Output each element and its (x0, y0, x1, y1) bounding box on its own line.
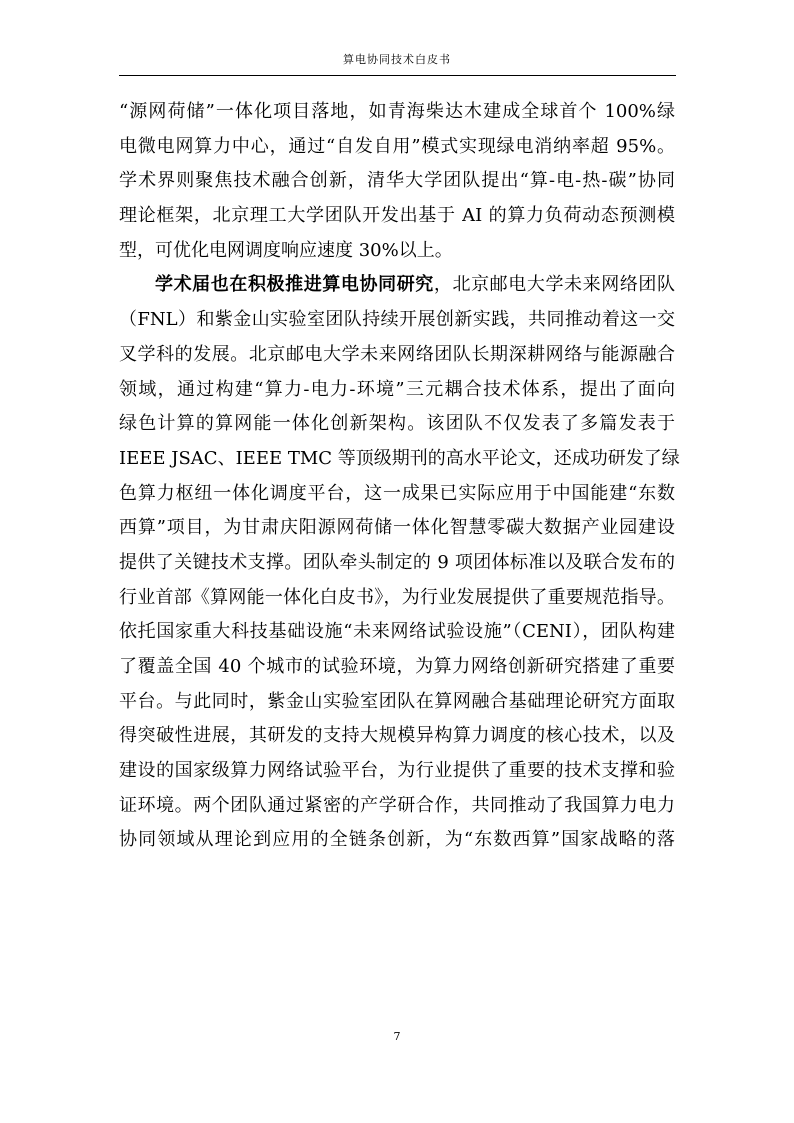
text-line: 型，可优化电网调度响应速度 30%以上。 (119, 239, 453, 261)
header-divider (119, 75, 676, 76)
text-line: 了覆盖全国 40 个城市的试验环境，为算力网络创新研究搭建了重要 (119, 656, 675, 677)
text-line: 平台。与此同时，紫金山实验室团队在算网融合基础理论研究方面取 (119, 690, 675, 712)
body-text (119, 95, 680, 858)
bold-lead-phrase: 学术届也在积极推进算电协同研究 (155, 274, 434, 296)
text-line: 协同领域从理论到应用的全链条创新，为“东数西算”国家战略的落 (119, 829, 675, 851)
text-line: 理论框架，北京理工大学团队开发出基于 AI 的算力负荷动态预测模 (119, 205, 675, 227)
text-line: 证环境。两个团队通过紧密的产学研合作，共同推动了我国算力电力 (119, 794, 675, 816)
text-line: IEEE JSAC、IEEE TMC 等顶级期刊的高水平论文，还成功研发了绿 (119, 447, 680, 469)
page-number: 7 (393, 1030, 401, 1043)
text-line: （FNL）和紫金山实验室团队持续开展创新实践，共同推动着这一交 (119, 309, 675, 331)
text-line: 得突破性进展，其研发的支持大规模异构算力调度的核心技术，以及 (119, 725, 675, 747)
text-line: 色算力枢纽一体化调度平台，这一成果已实际应用于中国能建“东数 (119, 482, 675, 504)
text-line: 行业首部《算网能一体化白皮书》，为行业发展提供了重要规范指导。 (119, 586, 675, 608)
text-line: 学术界则聚焦技术融合创新，清华大学团队提出“算-电-热-碳”协同 (119, 170, 675, 192)
text-line: 电微电网算力中心，通过“自发自用”模式实现绿电消纳率超 95%。 (119, 135, 675, 157)
paragraph-first-line (119, 268, 675, 303)
text-line: 依托国家重大科技基础设施“未来网络试验设施”（CENI），团队构建 (119, 621, 675, 643)
text-line: 领域，通过构建“算力-电力-环境”三元耦合技术体系，提出了面向 (119, 378, 675, 400)
running-header: 算电协同技术白皮书 (343, 53, 451, 66)
text-line: “源网荷储”一体化项目落地，如青海柴达木建成全球首个 100%绿 (119, 101, 675, 122)
text-line: 建设的国家级算力网络试验平台，为行业提供了重要的技术支撑和验 (119, 760, 675, 782)
text-line-rest: ，北京邮电大学未来网络团队 (433, 274, 676, 296)
text-line: 绿色计算的算网能一体化创新架构。该团队不仅发表了多篇发表于 (119, 413, 675, 435)
text-line: 西算”项目，为甘肃庆阳源网荷储一体化智慧零碳大数据产业园建设 (119, 517, 675, 539)
text-line: 提供了关键技术支撑。团队牵头制定的 9 项团体标准以及联合发布的 (119, 551, 675, 573)
text-line: 叉学科的发展。北京邮电大学未来网络团队长期深耕网络与能源融合 (119, 343, 675, 365)
